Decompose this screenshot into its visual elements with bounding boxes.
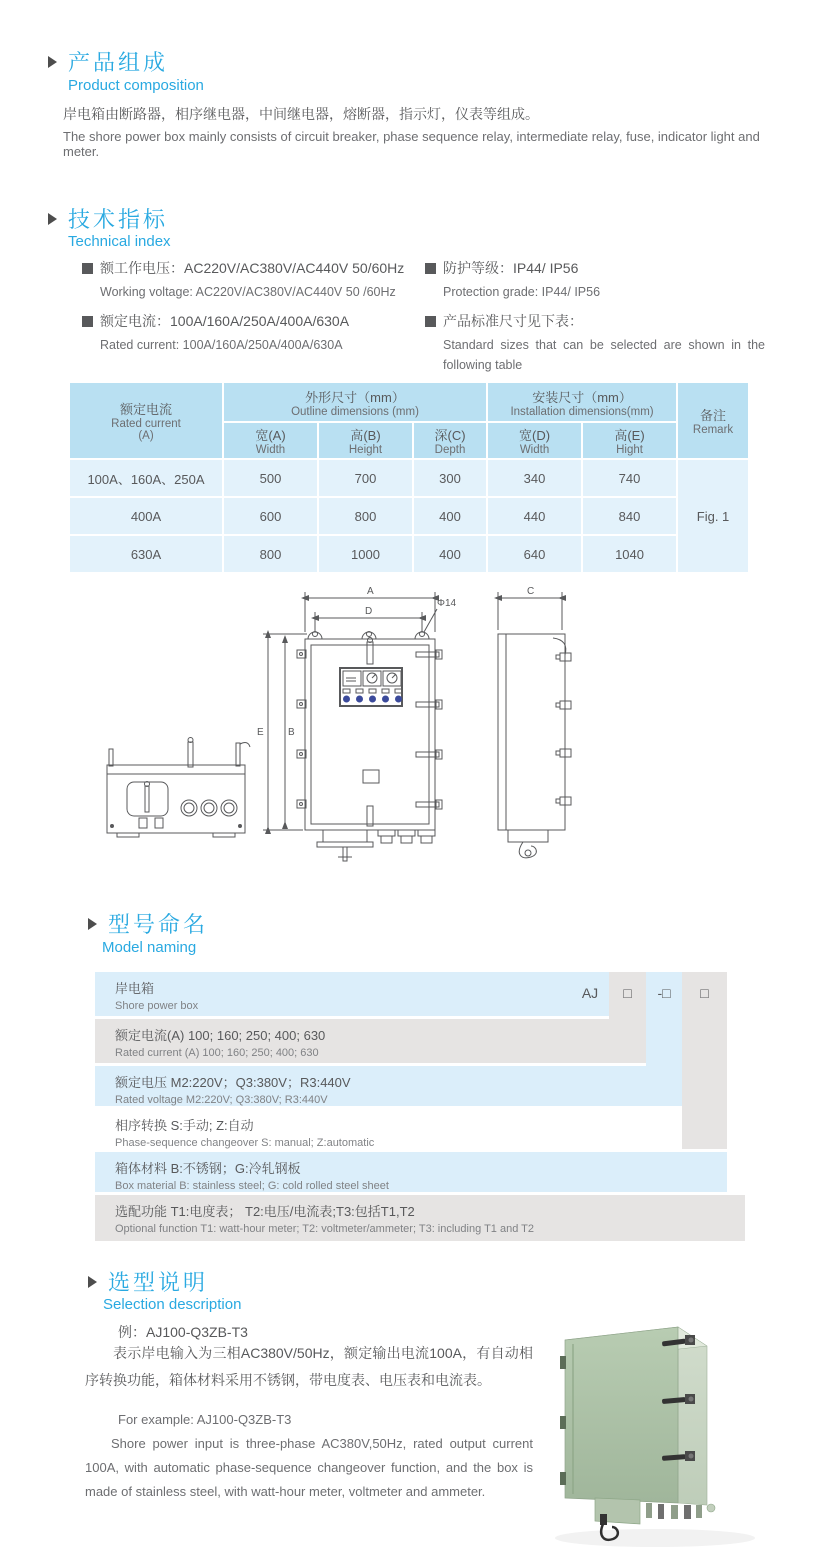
dim-label-c: C <box>527 586 535 597</box>
naming-row-box-material: 箱体材料 B:不锈钢；G:冷轧钢板 Box material B: stainless steel; G: cold rolled steel sheet <box>95 1152 727 1192</box>
side-view-drawing <box>498 592 571 858</box>
side-hinges <box>556 653 571 805</box>
section-subtitle: Product composition <box>68 77 204 94</box>
naming-row-rated-voltage: 额定电压 M2:220V；Q3:380V；R3:440V Rated voltage M2:220V; Q3:380V; R3:440V <box>95 1066 682 1106</box>
naming-row-phase-changeover: 相序转换 S:手动; Z:自动 Phase-sequence changeover S: manual; Z:automatic <box>95 1109 682 1149</box>
dim-label-b: B <box>288 727 295 738</box>
col-width-a: 宽(A) Width <box>223 422 318 459</box>
dim-label-a: A <box>367 586 374 597</box>
selection-example-en: For example: AJ100-Q3ZB-T3 <box>118 1412 292 1427</box>
section-marker-icon <box>88 918 97 930</box>
naming-row-optional-function: 选配功能 T1:电度表； T2:电压/电流表;T3:包括T1,T2 Optional function T1: watt-hour meter; T2: voltmeter/ammeter; T3: including T1 and T2 <box>95 1195 745 1241</box>
hole-label-phi14: Φ14 <box>437 598 457 609</box>
section-title: 产品组成 <box>68 50 169 75</box>
spec-rated-current-en: Rated current: 100A/160A/250A/400A/630A <box>100 338 343 352</box>
col-installation-dimensions: 安装尺寸（mm） Installation dimensions(mm) <box>487 382 677 422</box>
bottom-view-drawing <box>107 738 250 838</box>
table-row: 100A、160A、250A 500 700 300 340 740 Fig. 1 <box>69 459 749 497</box>
cable-glands <box>646 1503 715 1519</box>
col-width-d: 宽(D) Width <box>487 422 582 459</box>
composition-text-cn: 岸电箱由断路器，相序继电器，中间继电器，熔断器，指示灯，仪表等组成。 <box>63 106 539 122</box>
col-rated-current: 额定电流 Rated current (A) <box>69 382 223 459</box>
model-naming-diagram <box>95 972 755 1242</box>
spec-standard-size-en: Standard sizes that can be selected are shown in the following table <box>443 338 765 372</box>
section-title: 型号命名 <box>108 912 209 937</box>
selection-example-cn: 例：AJ100-Q3ZB-T3 <box>118 1324 248 1340</box>
section-subtitle: Selection description <box>103 1296 242 1313</box>
section-subtitle: Model naming <box>102 939 197 956</box>
model-code-box-2: -□ <box>657 985 671 1001</box>
section-marker-icon <box>48 213 57 225</box>
section-composition-header <box>48 46 168 77</box>
bullet-square-icon <box>82 316 93 327</box>
outline-drawing <box>85 582 705 882</box>
spec-working-voltage-en: Working voltage: AC220V/AC380V/AC440V 50 /60Hz <box>100 285 396 299</box>
table-row: 400A 600 800 400 440 840 <box>69 497 749 535</box>
meter-panel-drawing <box>340 668 402 706</box>
col-hight-e: 高(E) Hight <box>582 422 677 459</box>
bullet-square-icon <box>425 316 436 327</box>
model-prefix: AJ <box>581 985 599 1001</box>
bullet-square-icon <box>425 263 436 274</box>
dim-label-d: D <box>365 606 373 617</box>
section-subtitle: Technical index <box>68 233 171 250</box>
section-selection-header <box>88 1266 208 1297</box>
cabinet-shadow <box>555 1529 755 1547</box>
product-photo-cabinet <box>540 1298 830 1566</box>
spec-rated-current-cn: 额定电流：100A/160A/250A/400A/630A <box>82 311 349 331</box>
spec-protection-en: Protection grade: IP44/ IP56 <box>443 285 601 299</box>
bullet-square-icon <box>82 263 93 274</box>
cabinet-door <box>565 1327 678 1503</box>
col-depth-c: 深(C) Depth <box>413 422 487 459</box>
composition-text-en: The shore power box mainly consists of circuit breaker, phase sequence relay, intermediate relay, fuse, indicator light and meter. <box>63 129 760 159</box>
col-remark: 备注 Remark <box>677 382 749 459</box>
section-naming-header <box>88 908 208 939</box>
naming-row-rated-current: 额定电流(A) 100; 160; 250; 400; 630 Rated current (A) 100; 160; 250; 400; 630 <box>95 1019 646 1063</box>
model-code-box-3: □ <box>700 985 709 1001</box>
section-title: 选型说明 <box>108 1270 209 1295</box>
col-height-b: 高(B) Height <box>318 422 413 459</box>
dim-label-e: E <box>257 727 264 738</box>
section-marker-icon <box>88 1276 97 1288</box>
spec-standard-size-cn: 产品标准尺寸见下表： <box>425 311 583 331</box>
dimensions-table <box>68 381 750 574</box>
dimension-labels <box>257 586 534 738</box>
model-code-box-1: □ <box>623 985 632 1001</box>
selection-body-cn: 表示岸电输入为三相AC380V/50Hz，额定输出电流100A，有自动相序转换功能，箱体材料采用不锈钢，带电度表、电压表和电流表。 <box>85 1345 533 1389</box>
cabinet-side-face <box>678 1327 707 1505</box>
section-marker-icon <box>48 56 57 68</box>
naming-row-shore-power-box: 岸电箱 Shore power box <box>95 972 609 1016</box>
remark-fig: Fig. 1 <box>677 459 749 573</box>
spec-protection-cn: 防护等级：IP44/ IP56 <box>425 258 578 278</box>
section-title: 技术指标 <box>68 207 169 232</box>
selection-body-en: Shore power input is three-phase AC380V,50Hz, rated output current 100A, with automatic phase-sequence changeover function, and the box is made of stainless steel, with watt-hour meter, voltmeter and ammeter. <box>85 1436 533 1500</box>
spec-working-voltage-cn: 额工作电压：AC220V/AC380V/AC440V 50/60Hz <box>82 258 404 278</box>
section-technical-header <box>48 203 168 234</box>
table-row: 630A 800 1000 400 640 1040 <box>69 535 749 573</box>
col-outline-dimensions: 外形尺寸（mm） Outline dimensions (mm) <box>223 382 487 422</box>
